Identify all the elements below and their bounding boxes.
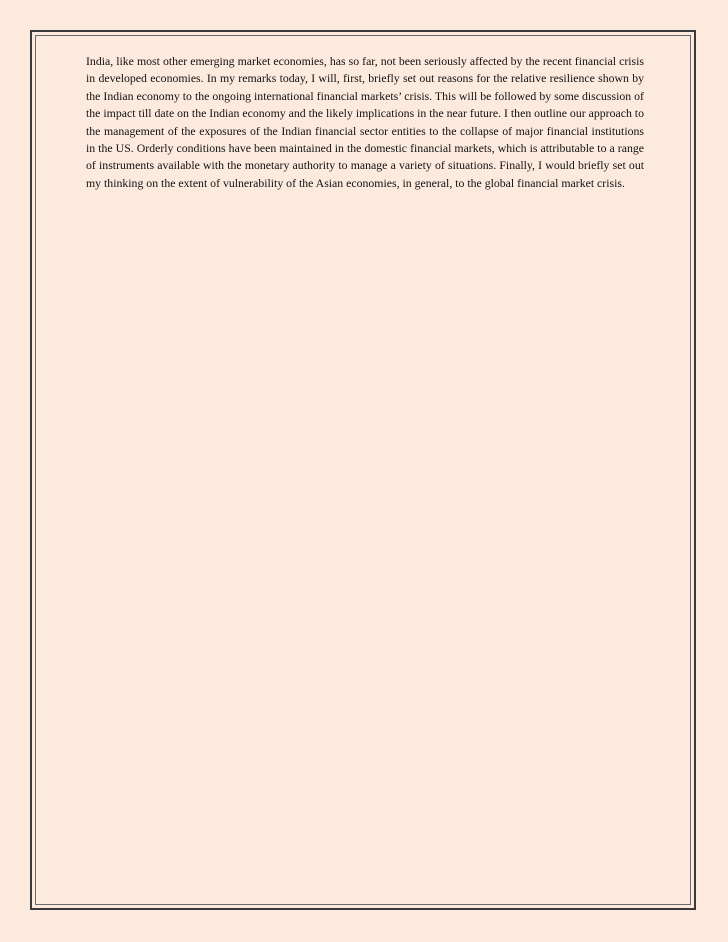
- page-frame: [30, 30, 696, 910]
- body-paragraph: India, like most other emerging market economies, has so far, not been seriously affected by the recent financial crisis in developed economies. In my remarks today, I will, first, briefly set out reasons for the relative resilience shown by the Indian economy to the ongoing international financial markets’ crisis. This will be followed by some discussion of the impact till date on the Indian economy and the likely implications in the near future. I then outline our approach to the management of the exposures of the Indian financial sector entities to the collapse of major financial institutions in the US. Orderly conditions have been maintained in the domestic financial markets, which is attributable to a range of instruments available with the monetary authority to manage a variety of situations. Finally, I would briefly set out my thinking on the extent of vulnerability of the Asian economies, in general, to the global financial market crisis.: [86, 54, 644, 190]
